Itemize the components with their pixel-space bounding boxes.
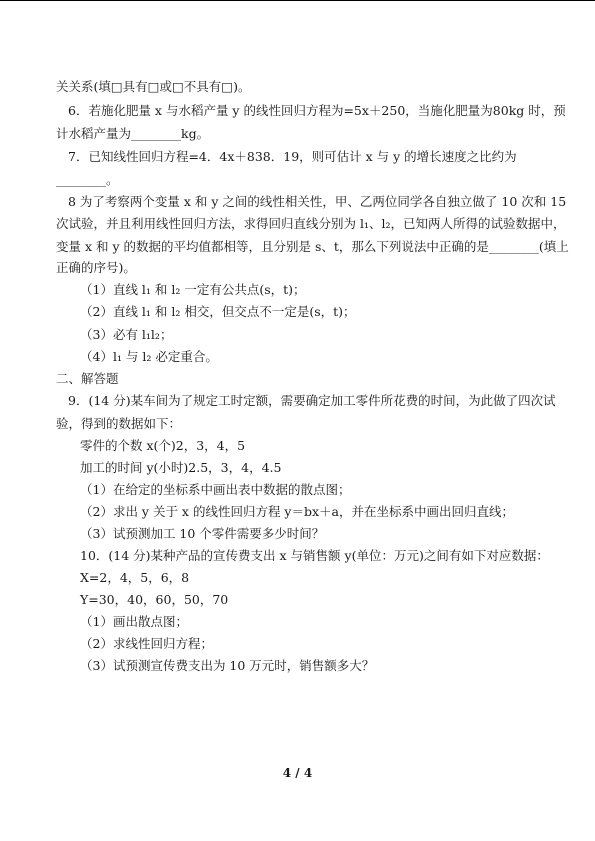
- option-item: （1）直线 l₁ 和 l₂ 一定有公共点(s，t)；: [80, 282, 306, 297]
- option-item: （2）直线 l₁ 和 l₂ 相交，但交点不一定是(s，t)；: [80, 304, 356, 319]
- text-line: 关关系(填□具有□或□不具有□)。: [56, 79, 251, 94]
- data-line: 加工的时间 y(小时)2.5，3，4，4.5: [80, 460, 282, 475]
- data-line: X=2，4，5，6，8: [80, 570, 190, 585]
- page-number: 4 / 4: [282, 766, 313, 780]
- header-rule: [0, 0, 595, 1]
- option-item: （1）在给定的坐标系中画出表中数据的散点图；: [80, 482, 351, 497]
- text-line: 变量 x 和 y 的数据的平均值都相等，且分别是 s、t，那么下列说法中正确的是________(填上: [56, 239, 569, 254]
- text-line: ________。: [56, 172, 119, 187]
- text-line: 8 为了考察两个变量 x 和 y 之间的线性相关性，甲、乙两位同学各自独立做了 10 次和 15: [68, 194, 567, 209]
- option-item: （2）求出 y 关于 x 的线性回归方程 y＝bx＋a，并在坐标系中画出回归直线；: [80, 504, 514, 519]
- option-item: （1）画出散点图；: [80, 614, 188, 629]
- option-item: （2）求线性回归方程；: [80, 636, 213, 651]
- option-item: （4）l₁ 与 l₂ 必定重合。: [80, 349, 218, 364]
- option-item: （3）试预测加工 10 个零件需要多少时间？: [80, 526, 325, 541]
- text-line: 9．(14 分)某车间为了规定工时定额，需要确定加工零件所花费的时间，为此做了四次试: [68, 393, 556, 408]
- data-line: Y=30，40，60，50，70: [80, 592, 229, 607]
- text-line: 计水稻产量为________kg。: [56, 126, 210, 141]
- text-line: 正确的序号)。: [56, 260, 136, 275]
- section-heading: 二、解答题: [56, 371, 119, 386]
- option-item: （3）必有 l₁l₂；: [80, 327, 173, 342]
- text-line: 6．若施化肥量 x 与水稻产量 y 的线性回归方程为=5x＋250，当施化肥量为80kg 时，预: [68, 103, 566, 118]
- data-line: 零件的个数 x(个)2，3，4，5: [80, 438, 246, 453]
- option-item: （3）试预测宣传费支出为 10 万元时，销售额多大？: [80, 658, 375, 673]
- text-line: 10．(14 分)某种产品的宣传费支出 x 与销售额 y(单位：万元)之间有如下对应数据：: [80, 548, 549, 563]
- text-line: 次试验，并且利用线性回归方法，求得回归直线分别为 l₁、l₂，已知两人所得的试验数据中，: [56, 216, 566, 231]
- text-line: 验，得到的数据如下：: [56, 416, 182, 431]
- text-line: 7．已知线性回归方程=4．4x＋838．19，则可估计 x 与 y 的增长速度之比约为: [68, 149, 517, 164]
